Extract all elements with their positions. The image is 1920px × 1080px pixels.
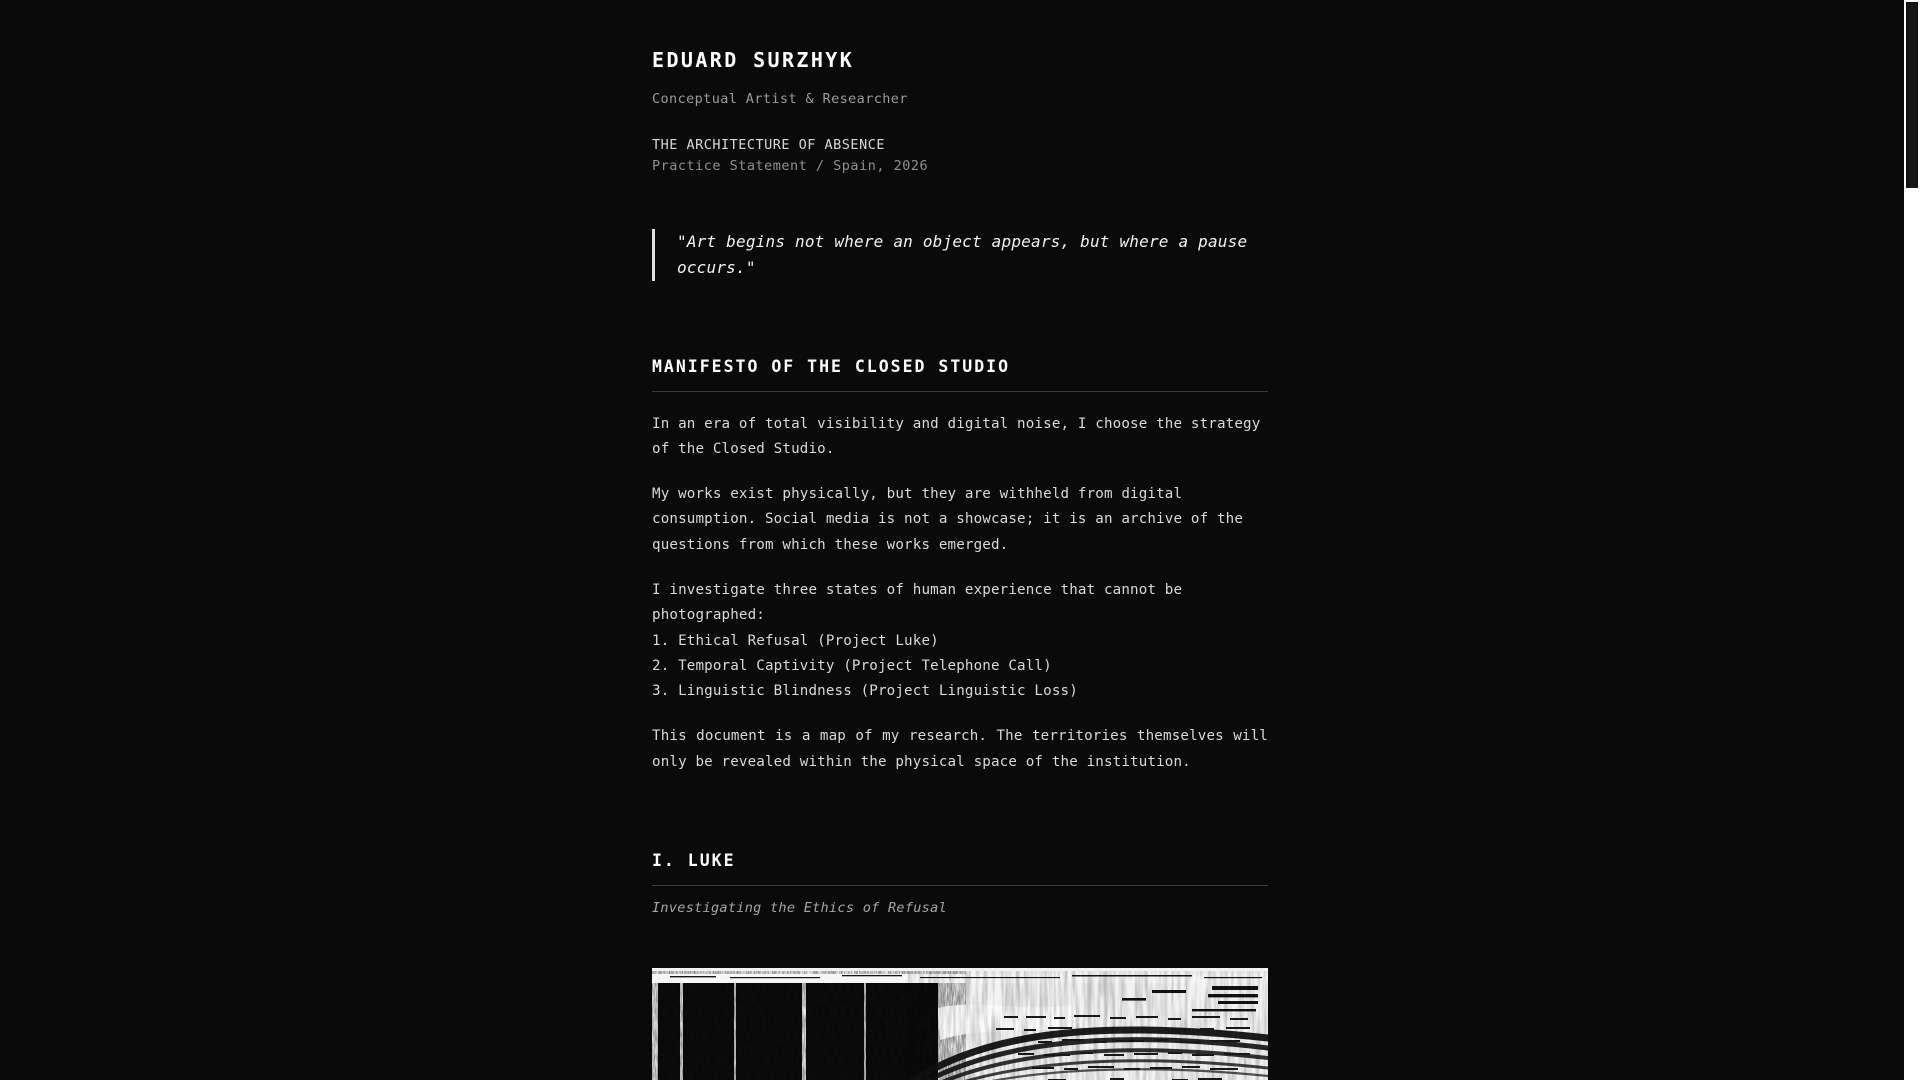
- document-meta: [652, 135, 1268, 177]
- list-item: 2. Temporal Captivity (Project Telephone Call): [652, 657, 1052, 674]
- manifesto-heading: MANIFESTO OF THE CLOSED STUDIO: [652, 356, 1011, 376]
- manifesto-list-intro: I investigate three states of human experience that cannot be photographed:: [652, 581, 1183, 624]
- manifesto-paragraph-4: This document is a map of my research. The territories themselves will only be revealed within the physical space of the institution.: [652, 728, 1268, 770]
- page-scrollbar[interactable]: [1904, 0, 1920, 1080]
- luke-subtitle: Investigating the Ethics of Refusal: [652, 899, 947, 916]
- luke-heading: I. LUKE: [652, 850, 736, 870]
- manifesto-paragraph-2: My works exist physically, but they are withheld from digital consumption. Social media is not a showcase; it is an archive of the questions from which these works emerged.: [652, 486, 1244, 553]
- section-divider: [652, 885, 1268, 886]
- pull-quote: "Art begins not where an object appears, but where a pause occurs.": [652, 229, 1252, 281]
- document-header: [652, 48, 1268, 177]
- content-column: [652, 48, 1268, 1080]
- section-manifesto: [652, 357, 1268, 775]
- document-title: THE ARCHITECTURE OF ABSENCE: [652, 136, 885, 153]
- document-subtitle: Practice Statement / Spain, 2026: [652, 157, 929, 174]
- manifesto-paragraph-3: [652, 578, 1268, 704]
- list-item: 3. Linguistic Blindness (Project Linguistic Loss): [652, 683, 1078, 700]
- section-divider: [652, 391, 1268, 392]
- section-luke: [652, 851, 1268, 1080]
- artwork-plate: [652, 968, 1268, 1080]
- artist-role: Conceptual Artist & Researcher: [652, 91, 908, 107]
- list-item: 1. Ethical Refusal (Project Luke): [652, 632, 939, 649]
- artist-name: EDUARD SURZHYK: [652, 48, 855, 72]
- artwork-plate-graphic: [652, 968, 1268, 1080]
- manifesto-body: [652, 412, 1268, 775]
- manifesto-paragraph-1: In an era of total visibility and digital noise, I choose the strategy of the Closed Studio.: [652, 415, 1261, 457]
- scrollbar-thumb[interactable]: [1906, 2, 1918, 188]
